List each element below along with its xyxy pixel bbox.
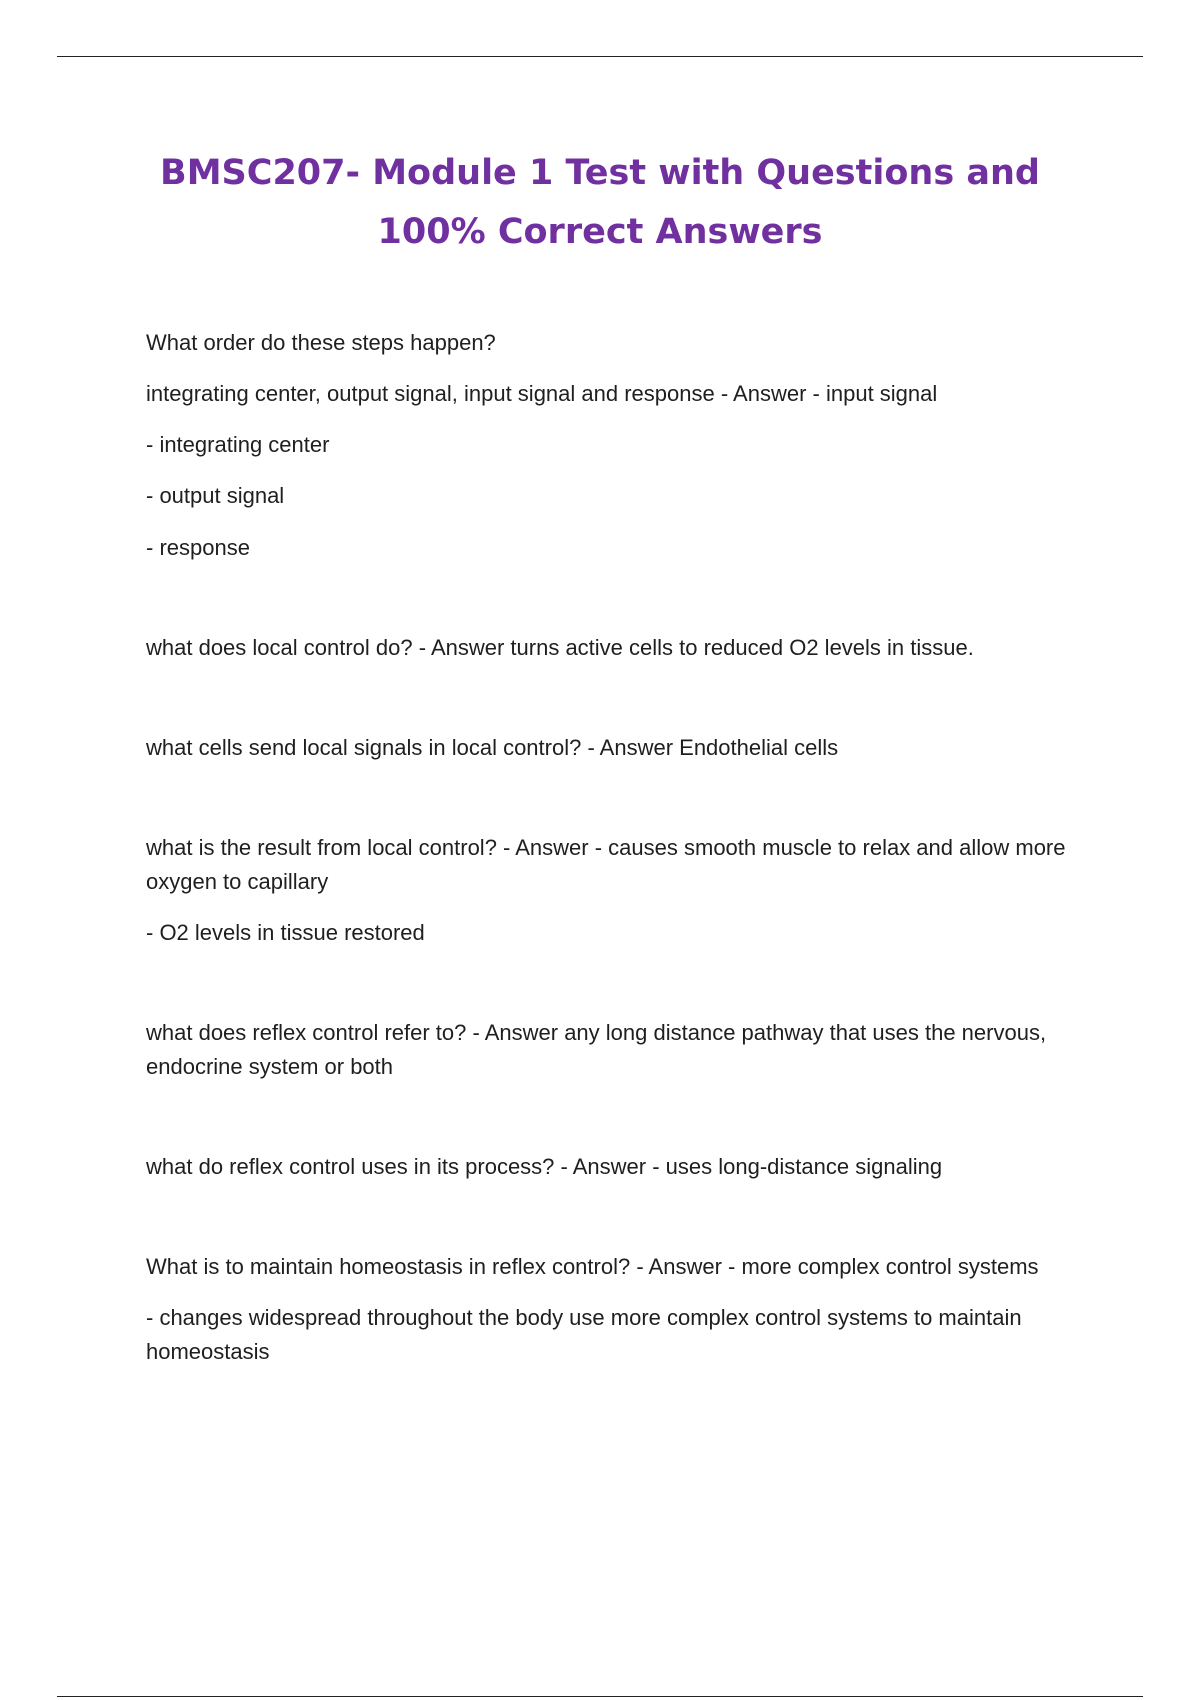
question-paragraph: What order do these steps happen? — [146, 330, 496, 355]
answer-list-item: - response — [146, 535, 250, 560]
question-paragraph: what do reflex control uses in its process? - Answer - uses long-distance signaling — [146, 1154, 943, 1179]
document-body — [146, 326, 1076, 1369]
header-rule — [57, 56, 1143, 57]
question-paragraph: What is to maintain homeostasis in reflex control? - Answer - more complex control systems — [146, 1254, 1039, 1279]
answer-list-item: - output signal — [146, 483, 285, 508]
answer-list-item: - O2 levels in tissue restored — [146, 920, 425, 945]
footer-rule — [57, 1696, 1143, 1697]
answer-paragraph: integrating center, output signal, input signal and response - Answer - input signal — [146, 381, 938, 406]
answer-list-item: - changes widespread throughout the body use more complex control systems to maintain homeostasis — [146, 1305, 1022, 1364]
question-paragraph: what does reflex control refer to? - Answer any long distance pathway that uses the nervous, endocrine system or both — [146, 1020, 1047, 1079]
document-title: BMSC207- Module 1 Test with Questions and 100% Correct Answers — [160, 153, 1040, 252]
question-paragraph: what cells send local signals in local control? - Answer Endothelial cells — [146, 735, 839, 760]
question-paragraph: what is the result from local control? - Answer - causes smooth muscle to relax and allow more oxygen to capillary — [146, 835, 1066, 894]
question-paragraph: what does local control do? - Answer turns active cells to reduced O2 levels in tissue. — [146, 635, 974, 660]
answer-list-item: - integrating center — [146, 432, 330, 457]
